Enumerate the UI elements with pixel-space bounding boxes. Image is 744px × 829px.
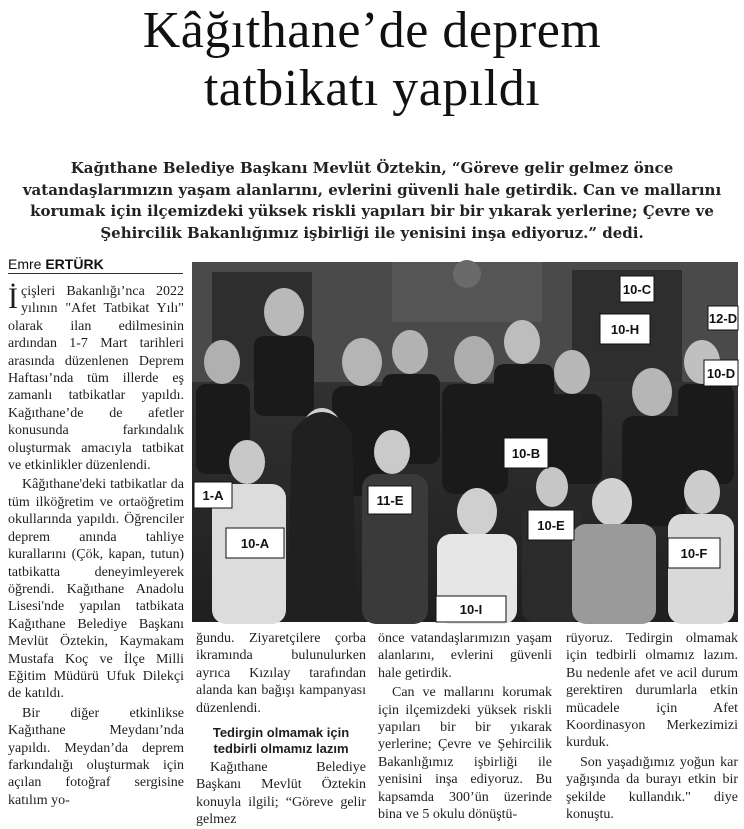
column-1-paragraph-1: [8, 283, 184, 474]
column-2-paragraph-2: Kağıthane Belediye Başkanı Mevlüt Öztekin konuyla ilgili; “Göreve gelir gelmez: [196, 760, 366, 828]
class-sign-label: 10-A: [240, 536, 270, 551]
class-sign-label: 10-I: [459, 602, 483, 617]
column-1-paragraph-1-text: çişleri Bakanlığı’nca 2022 yılının "Afet Tatbikat Yılı" olarak ilan edilmesinin ardından 1-7 Mart tarihleri arasında düzenlenen Deprem Haftası’nda tüm illerde eş zamanlı tatbikatlar yapıldı. Kağıthane’de de afetler konusunda farkındalık oluşturmak amacıyla tatbikat ve etkinlikler düzenlendi.: [8, 284, 184, 474]
byline-last-name: ERTÜRK: [45, 256, 104, 272]
subheading: Tedirgin olmamak için tedbirli olmamız lazım: [212, 725, 350, 757]
lede-paragraph: Kağıthane Belediye Başkanı Mevlüt Öztekin, “Göreve gelir gelmez önce vatandaşlarımızın yaşam alanlarını, evlerini güvenli hale getirdik. Can ve mallarını korumak için ilçemizdeki yüksek riskli yapıları bir bir yıkarak yerlerine; Çevre ve Şehircilik Bakanlığımız işbirliği ile yenisini inşa ediyoruz.” dedi.: [22, 159, 722, 242]
article-column-4: [566, 630, 738, 823]
class-sign-label: 11-E: [376, 493, 404, 508]
column-3-paragraph-1: önce vatandaşlarımızın yaşam alanlarını, evlerini güvenli hale getirdik.: [378, 631, 552, 681]
class-sign-label: 10-E: [537, 518, 565, 533]
drop-cap: İ: [8, 282, 18, 315]
article-column-2: [196, 630, 366, 828]
byline-first-name: Emre: [8, 256, 42, 272]
headline: [0, 2, 744, 118]
article-column-1: [8, 283, 184, 813]
headline-line-2: tatbikatı yapıldı: [203, 60, 541, 117]
column-4-paragraph-2: Son yaşadığımız yoğun kar yağışında da burayı etkin bir şekilde kullandık." diye konuştu.: [566, 754, 738, 823]
class-sign-label: 10-D: [706, 366, 736, 381]
column-3-paragraph-2: Can ve mallarını korumak için ilçemizdeki yüksek riskli yapıları bir bir yıkarak yerlerine; Çevre ve Şehircilik Bakanlığımız işbirliği ile yenisini inşa ediyoruz. Bu kapsamda 300’ün üzerinde bina ve 5 okulu dönüştü-: [378, 685, 552, 823]
column-1-paragraph-3: Bir diğer etkinlikse Kağıthane Meydanı’nda yapıldı. Meydan’da deprem farkındalığı oluşturmak için açılan fotoğraf sergisine katılım yo-: [8, 705, 184, 808]
class-sign-label: 1-A: [202, 488, 224, 503]
class-sign-label: 10-C: [622, 282, 652, 297]
column-1-paragraph-2: Kâğıthane'deki tatbikatlar da tüm ilköğretim ve ortaöğretim okullarında yapıldı. Öğrenciler deprem anında tahliye kurallarını (Çök, kapan, tutun) tatbikatta deneyimleyerek öğrendi. Kağıthane Anadolu Lisesi'nde yapılan tatbikata Kağıthane Belediye Başkanı Mevlüt Öztekin, Kaymakam Mustafa Koç ve İlçe Milli Eğitim Müdürü Ufuk Dilekçi de katıldı.: [8, 477, 184, 702]
byline: [8, 256, 183, 274]
class-sign-label: 12-D: [708, 311, 738, 326]
class-sign-label: 10-B: [511, 446, 541, 461]
class-sign-label: 10-F: [680, 546, 708, 561]
headline-line-1: Kâğıthane’de deprem: [142, 2, 602, 59]
students-group-photo: [192, 262, 738, 622]
column-4-paragraph-1: rüyoruz. Tedirgin olmamak için tedbirli olmamız lazım. Bu nedenle afet ve acil durum gerektiren durumlarla etkin mücadele için Afet Koordinasyon Merkezimizi kurduk.: [566, 631, 738, 751]
class-sign-label: 10-H: [610, 322, 640, 337]
column-2-paragraph-1: ğundu. Ziyaretçilere çorba ikramında bulunulurken ayrıca Kızılay tarafından alanda kan bağışı kampanyası düzenlendi.: [196, 631, 366, 716]
article-column-3: [378, 630, 552, 823]
